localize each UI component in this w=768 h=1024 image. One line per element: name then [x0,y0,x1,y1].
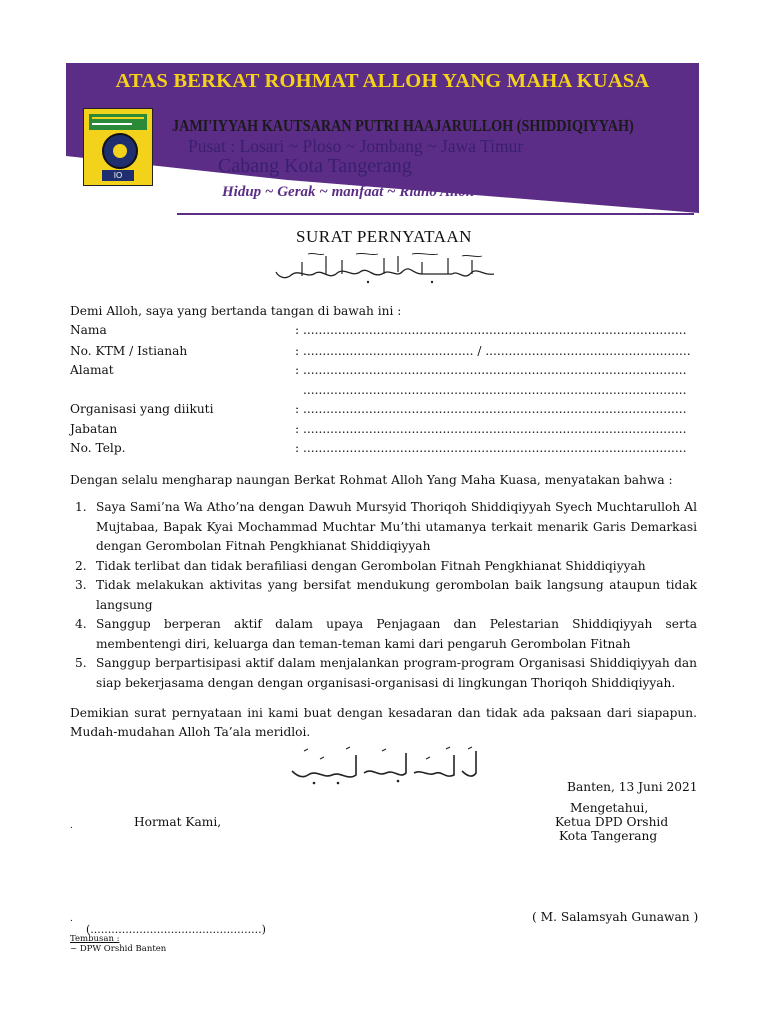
organization-motto: Hidup ~ Gerak ~ manfaat ~ Ridho Alloh [222,184,475,200]
field-blank-name[interactable]: ................................................................................................... [303,323,687,337]
copies-title: Tembusan : [70,934,120,944]
clause-text: Sanggup berperan aktif dalam upaya Penjagaan dan Pelestarian Shiddiqiyyah serta membentengi diri, keluarga dan teman-teman kami dari pengaruh Gerombolan Fitnah [96,617,697,651]
field-blank-phone[interactable]: ................................................................................................... [303,441,687,455]
letterhead-banner-text: ATAS BERKAT ROHMAT ALLOH YANG MAHA KUASA [115,70,650,92]
margin-dot: . [70,914,73,924]
field-blank-position[interactable]: ................................................................................................... [303,422,687,436]
organization-branch: Cabang Kota Tangerang [218,155,412,177]
signer-name-blank[interactable]: (.................................................) [86,923,266,936]
organization-logo [83,108,153,186]
clause-text: Tidak melakukan aktivitas yang bersifat mendukung gerombolan baik langsung ataupun tidak langsung [96,578,697,612]
logo-badge: IO [102,170,134,181]
field-colon: : [295,402,300,416]
clause-number: 1. [75,500,87,514]
margin-dot: . [70,821,73,831]
organization-name: JAMI'IYYAH KAUTSARAN PUTRI HAAJARULLOH (SHIDDIQIYYAH) [172,116,634,135]
statement-intro: Dengan selalu mengharap naungan Berkat Rohmat Alloh Yang Maha Kuasa, menyatakan bahwa : [70,473,673,487]
acknowledger-city: Kota Tangerang [559,829,658,843]
document-title: SURAT PERNYATAAN [296,227,472,246]
acknowledged-label: Mengetahui, [570,801,649,815]
statement-opening: Demi Alloh, saya yang bertanda tangan di bawah ini : [70,304,402,318]
field-label-name: Nama [70,323,107,337]
clause-item [70,576,697,615]
basmalah-calligraphy [272,252,498,286]
field-blank-organization[interactable]: ................................................................................................... [303,402,687,416]
logo-emblem-icon [102,133,138,169]
field-colon: : [295,323,300,337]
clause-text: Tidak terlibat dan tidak berafiliasi dengan Gerombolan Fitnah Pengkhianat Shiddiqiyyah [96,558,646,573]
copies-item: ~ DPW Orshid Banten [70,944,167,954]
clause-number: 3. [75,578,87,592]
field-label-position: Jabatan [70,422,118,436]
regards-label: Hormat Kami, [134,815,222,829]
field-colon: : [295,441,300,455]
field-blank-address[interactable]: ................................................................................................... [303,363,687,377]
field-blank-ktm[interactable]: ............................................ / ..................................................... [303,344,691,358]
field-label-phone: No. Telp. [70,441,126,455]
clause-number: 5. [75,656,87,670]
clause-number: 4. [75,617,87,631]
organization-address: Pusat : Losari ~ Ploso ~ Jombang ~ Jawa Timur [188,136,524,156]
clause-number: 2. [75,558,87,573]
field-blank-address-2[interactable]: ................................................................................................... [303,383,687,397]
acknowledger-title: Ketua DPD Orshid [555,815,669,829]
clause-text: Sanggup berpartisipasi aktif dalam menjalankan program-program Organisasi Shiddiqiyyah dan siap bekerjasama dengan dengan organisasi-organisasi di lingkungan Thoriqoh Shiddiqiyyah. [96,656,697,690]
field-colon: : [295,422,300,436]
place-date: Banten, 13 Juni 2021 [567,780,698,794]
letterhead-divider [177,213,694,215]
clause-item [70,498,697,557]
clause-item [70,615,697,654]
logo-calligraphy-strip [89,114,147,130]
hamdalah-calligraphy [286,745,482,785]
clause-text: Saya Sami’na Wa Atho’na dengan Dawuh Mursyid Thoriqoh Shiddiqiyyah Syech Muchtarulloh Al Mujtabaa, Bapak Kyai Mochammad Muchtar Mu’thi utamanya terkait menarik Garis Demarkasi dengan Gerombolan Fitnah Pengkhianat Shiddiqiyyah [96,500,697,553]
field-label-ktm: No. KTM / Istianah [70,344,188,358]
closing-paragraph: Demikian surat pernyataan ini kami buat dengan kesadaran dan tidak ada paksaan dari siapapun. Mudah-mudahan Alloh Ta’ala meridloi. [70,706,697,739]
field-label-organization: Organisasi yang diikuti [70,402,214,416]
field-colon: : [295,363,300,377]
acknowledger-name: ( M. Salamsyah Gunawan ) [532,910,699,924]
clause-item [70,654,697,693]
field-colon: : [295,344,300,358]
statement-clauses [70,498,697,693]
field-label-address: Alamat [70,363,114,377]
clause-item [70,557,697,577]
